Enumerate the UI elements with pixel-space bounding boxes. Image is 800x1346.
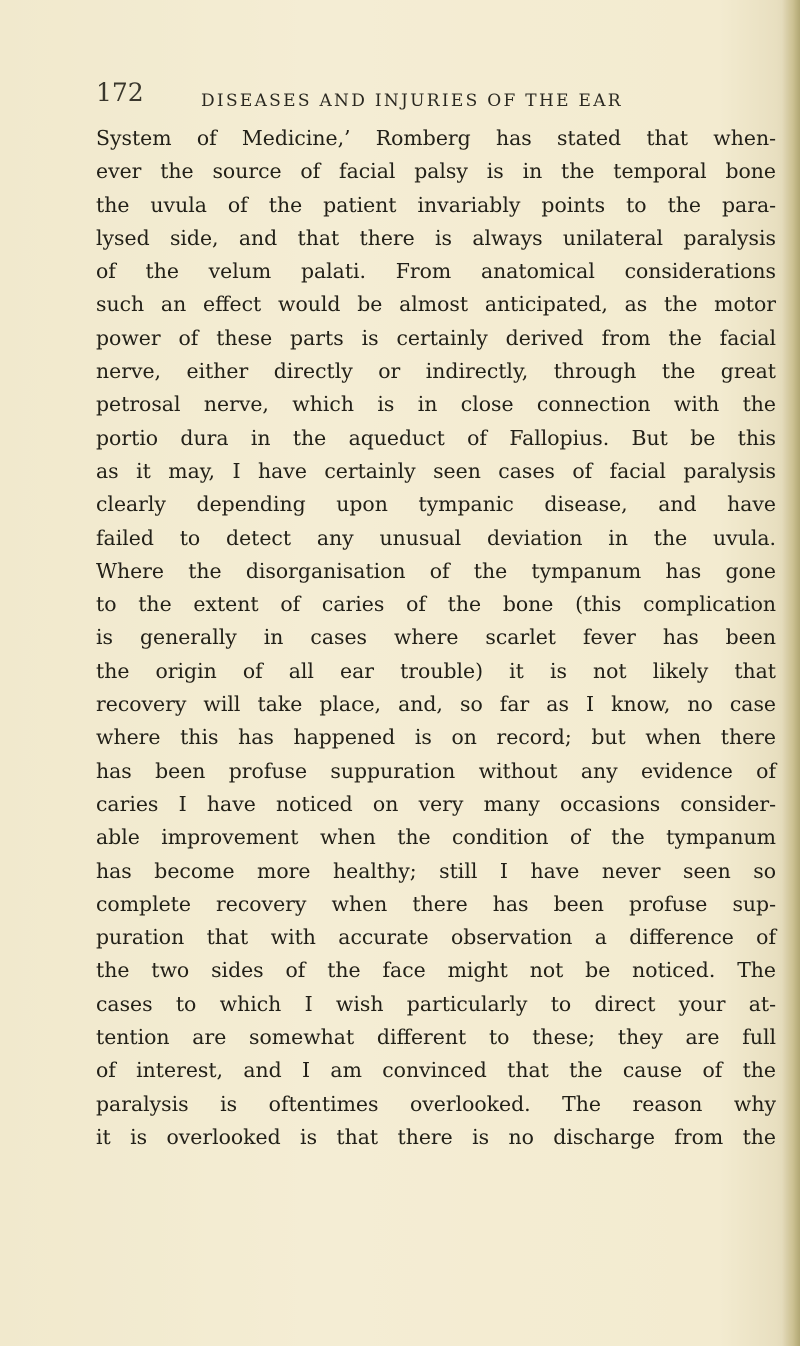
page-number: 172 bbox=[96, 78, 144, 107]
text-line: Where the disorganisation of the tympanum has gone bbox=[96, 558, 776, 583]
text-line: power of these parts is certainly derived from the facial bbox=[96, 325, 776, 350]
text-line: clearly depending upon tympanic disease, and have bbox=[96, 492, 776, 517]
text-line: tention are somewhat different to these; they are full bbox=[96, 1025, 776, 1050]
page-edge-shadow bbox=[782, 0, 800, 1346]
text-line: paralysis is oftentimes overlooked. The reason why bbox=[96, 1091, 776, 1116]
text-line: as it may, I have certainly seen cases of facial paralysis bbox=[96, 458, 776, 483]
text-line: lysed side, and that there is always unilateral paralysis bbox=[96, 225, 776, 250]
running-head: DISEASES AND INJURIES OF THE EAR bbox=[201, 91, 623, 111]
text-line: complete recovery when there has been profuse sup- bbox=[96, 891, 776, 916]
text-line: System of Medicine,’ Romberg has stated that when- bbox=[96, 126, 776, 150]
text-line: portio dura in the aqueduct of Fallopius. But be this bbox=[96, 425, 776, 450]
text-line: the two sides of the face might not be noticed. The bbox=[96, 958, 776, 983]
body-text bbox=[96, 122, 776, 1154]
text-line: the uvula of the patient invariably points to the para- bbox=[96, 192, 776, 217]
text-line: ever the source of facial palsy is in the temporal bone bbox=[96, 159, 776, 184]
text-line: it is overlooked is that there is no discharge from the bbox=[96, 1124, 776, 1149]
text-line: the origin of all ear trouble) it is not likely that bbox=[96, 658, 776, 683]
text-line: cases to which I wish particularly to direct your at- bbox=[96, 991, 776, 1016]
text-line: of interest, and I am convinced that the cause of the bbox=[96, 1058, 776, 1083]
text-line: puration that with accurate observation a difference of bbox=[96, 925, 776, 950]
text-line: is generally in cases where scarlet fever has been bbox=[96, 625, 776, 650]
page-header bbox=[96, 78, 776, 118]
text-line: recovery will take place, and, so far as I know, no case bbox=[96, 692, 776, 717]
text-line: has been profuse suppuration without any evidence of bbox=[96, 758, 776, 783]
text-line: failed to detect any unusual deviation in the uvula. bbox=[96, 525, 776, 550]
text-line: nerve, either directly or indirectly, through the great bbox=[96, 359, 776, 384]
text-line: of the velum palati. From anatomical considerations bbox=[96, 259, 776, 284]
text-line: to the extent of caries of the bone (this complication bbox=[96, 592, 776, 617]
text-line: petrosal nerve, which is in close connection with the bbox=[96, 392, 776, 417]
text-line: such an effect would be almost anticipated, as the motor bbox=[96, 292, 776, 317]
text-line: caries I have noticed on very many occasions consider- bbox=[96, 791, 776, 816]
text-line: able improvement when the condition of the tympanum bbox=[96, 825, 776, 850]
text-line: where this has happened is on record; but when there bbox=[96, 725, 776, 750]
text-line: has become more healthy; still I have never seen so bbox=[96, 858, 776, 883]
